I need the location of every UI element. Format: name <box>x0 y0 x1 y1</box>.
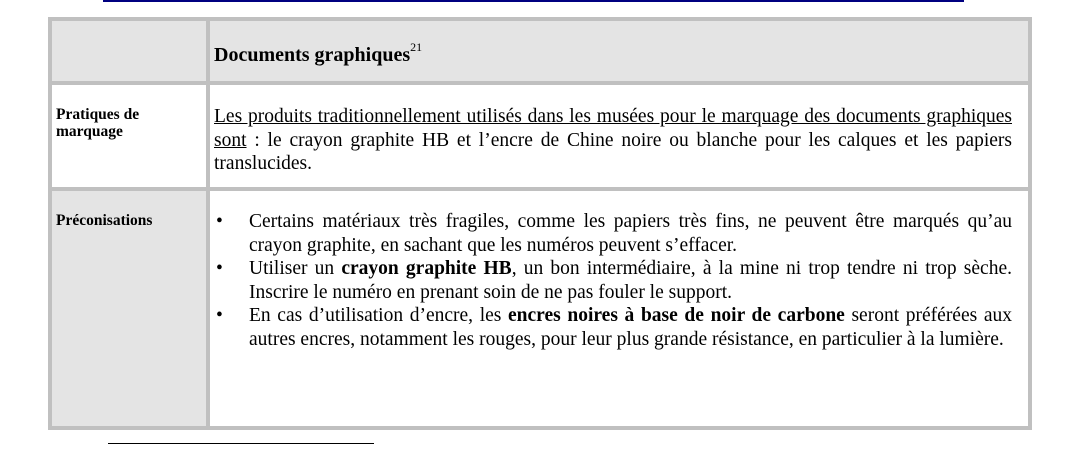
bullet-icon: • <box>216 305 223 326</box>
row-divider-2 <box>48 187 1032 191</box>
list-item <box>214 210 1012 257</box>
bullet-text: seront préférées aux autres encres, notamment les rouges, pour leur plus grande résistance, en particulier à la lumière. <box>249 305 1013 350</box>
pratiques-paragraph <box>214 105 1012 176</box>
header-title-text: Documents graphiques <box>214 44 411 66</box>
list-item <box>214 257 1012 304</box>
bullet-icon: • <box>216 211 223 232</box>
row-label-line: Pratiques de <box>56 106 140 123</box>
row-label-pratiques <box>56 106 139 140</box>
bullet-bold-text: crayon graphite HB <box>341 258 512 279</box>
list-item <box>214 304 1012 351</box>
row-label-preconisations: Préconisations <box>56 212 153 229</box>
bullet-text: Certains matériaux très fragiles, comme les papiers très fins, ne peuvent être marqués qu’au crayon graphite, en sachant que les numéros peuvent s’effacer. <box>249 211 1012 256</box>
footnote-separator <box>108 443 374 444</box>
bullet-text: , un bon intermédiaire, à la mine ni trop tendre ni trop sèche. Inscrire le numéro en prenant soin de ne pas fouler le support. <box>249 258 1012 303</box>
row-divider-1 <box>48 81 1032 85</box>
table-header-title <box>214 40 423 67</box>
bullet-text: Utiliser un <box>249 258 342 279</box>
underlined-intro: Les produits traditionnellement utilisés dans les musées pour le marquage des documents graphiques sont <box>214 106 1012 151</box>
bullet-text: En cas d’utilisation d’encre, les <box>249 305 509 326</box>
footnote-reference[interactable]: 21 <box>410 40 423 54</box>
column-divider <box>206 17 210 430</box>
preconisations-list <box>214 210 1012 351</box>
row-label-line: marquage <box>56 123 123 140</box>
bullet-bold-text: encres noires à base de noir de carbone <box>508 305 845 326</box>
bullet-icon: • <box>216 258 223 279</box>
top-rule <box>103 0 964 2</box>
paragraph-rest: : le crayon graphite HB et l’encre de Chine noire ou blanche pour les calques et les papiers translucides. <box>214 129 1012 174</box>
